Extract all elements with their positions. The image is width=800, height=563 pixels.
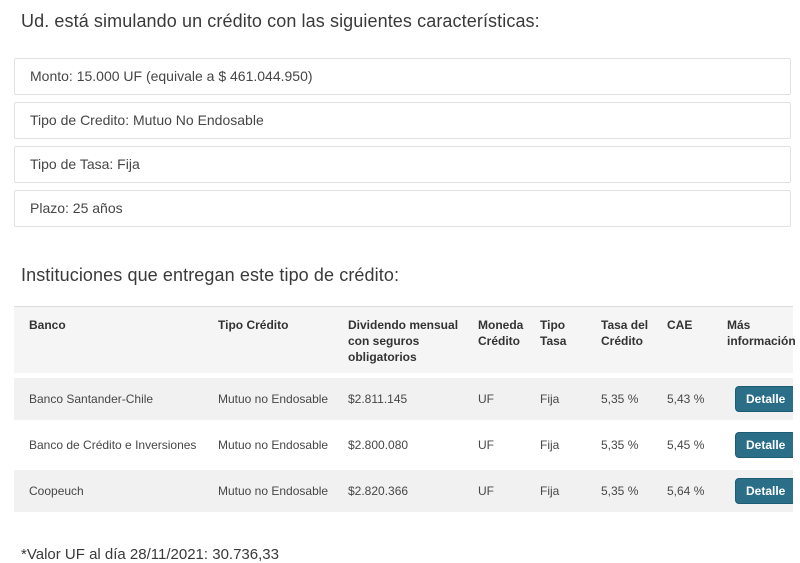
cell-cae: 5,64 %: [659, 470, 719, 516]
cell-tipo-credito: Mutuo no Endosable: [210, 378, 340, 424]
cell-tasa-credito: 5,35 %: [593, 378, 659, 424]
column-header-mas-informacion: Más información: [719, 306, 793, 378]
institutions-table: [14, 306, 796, 516]
credit-simulation-page: [0, 11, 800, 563]
cell-dividendo: $2.800.080: [340, 424, 470, 470]
column-header-cae: CAE: [659, 306, 719, 378]
cell-tipo-tasa: Fija: [532, 424, 593, 470]
characteristic-tipo-tasa-label: Tipo de Tasa: Fija: [30, 156, 140, 172]
cell-moneda: UF: [470, 424, 532, 470]
table-row-coopeuch: [14, 470, 793, 516]
cell-moneda: UF: [470, 378, 532, 424]
cell-cae: 5,45 %: [659, 424, 719, 470]
characteristic-tipo-credito: [14, 102, 791, 139]
cell-banco: Banco de Crédito e Inversiones: [14, 424, 210, 470]
characteristic-tipo-tasa: [14, 146, 791, 183]
cell-cae: 5,43 %: [659, 378, 719, 424]
uf-value-footnote: *Valor UF al día 28/11/2021: 30.736,33: [21, 546, 279, 563]
column-header-tasa-credito: Tasa del Crédito: [593, 306, 659, 378]
column-header-tipo-tasa: Tipo Tasa: [532, 306, 593, 378]
cell-banco: Coopeuch: [14, 470, 210, 516]
cell-mas-informacion: [719, 470, 793, 516]
table-row-bci: [14, 424, 793, 470]
cell-dividendo: $2.811.145: [340, 378, 470, 424]
cell-banco: Banco Santander-Chile: [14, 378, 210, 424]
table-row-santander: [14, 378, 793, 424]
cell-mas-informacion: [719, 378, 793, 424]
table-header-row: [14, 306, 793, 378]
detail-button-santander[interactable]: Detalle: [735, 386, 793, 412]
column-header-tipo-credito: Tipo Crédito: [210, 306, 340, 378]
page-title: Ud. está simulando un crédito con las siguientes características:: [21, 11, 540, 31]
characteristic-tipo-credito-label: Tipo de Credito: Mutuo No Endosable: [30, 112, 264, 128]
column-header-moneda: Moneda Crédito: [470, 306, 532, 378]
cell-tasa-credito: 5,35 %: [593, 424, 659, 470]
cell-tipo-credito: Mutuo no Endosable: [210, 424, 340, 470]
column-header-dividendo: Dividendo mensual con seguros obligatorios: [340, 306, 470, 378]
cell-moneda: UF: [470, 470, 532, 516]
institutions-section-title: Instituciones que entregan este tipo de crédito:: [21, 265, 400, 285]
cell-dividendo: $2.820.366: [340, 470, 470, 516]
cell-mas-informacion: [719, 424, 793, 470]
characteristic-monto: [14, 58, 791, 95]
detail-button-coopeuch[interactable]: Detalle: [735, 478, 793, 504]
characteristic-monto-label: Monto: 15.000 UF (equivale a $ 461.044.950): [30, 68, 313, 84]
characteristic-plazo: [14, 190, 791, 227]
characteristic-plazo-label: Plazo: 25 años: [30, 200, 123, 216]
column-header-banco: Banco: [14, 306, 210, 378]
cell-tipo-tasa: Fija: [532, 470, 593, 516]
cell-tipo-credito: Mutuo no Endosable: [210, 470, 340, 516]
cell-tasa-credito: 5,35 %: [593, 470, 659, 516]
detail-button-bci[interactable]: Detalle: [735, 432, 793, 458]
cell-tipo-tasa: Fija: [532, 378, 593, 424]
